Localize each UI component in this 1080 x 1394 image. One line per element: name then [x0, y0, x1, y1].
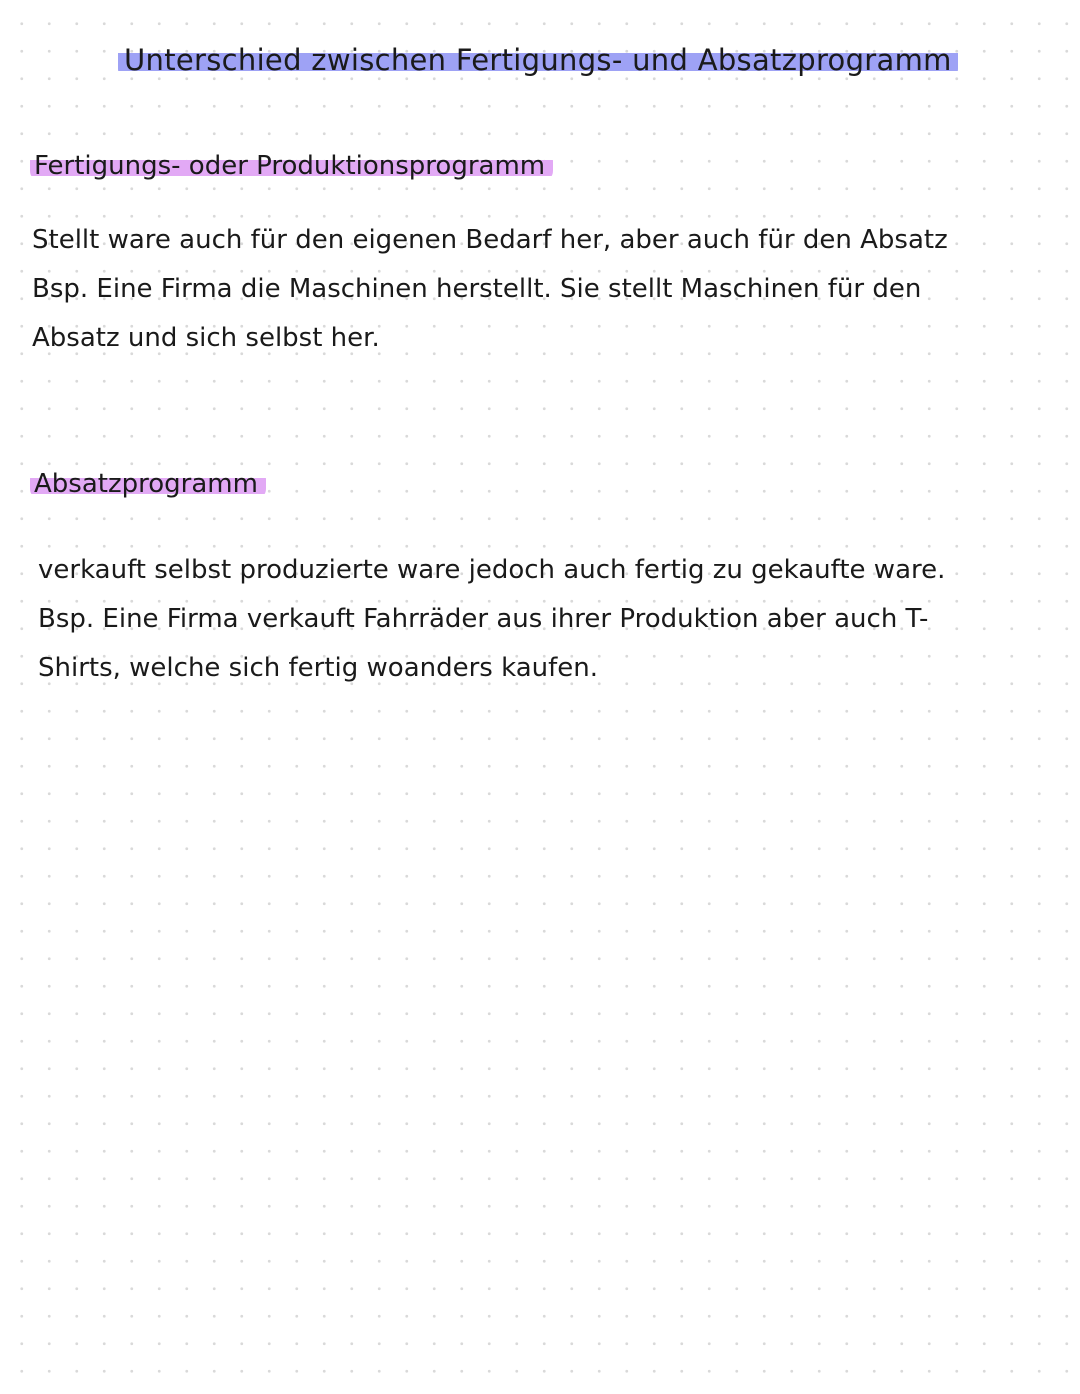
section-heading-absatzprogramm: [30, 466, 266, 502]
title-highlight: Unterschied zwischen Fertigungs- und Absatzprogramm: [118, 43, 958, 77]
body-line: verkauft selbst produzierte ware jedoch auch fertig zu gekaufte ware.: [38, 555, 946, 585]
heading-highlight: Fertigungs- oder Produktionsprogramm: [30, 151, 553, 181]
section-body-fertigungsprogramm: [32, 216, 1062, 363]
body-line: Absatz und sich selbst her.: [32, 323, 380, 353]
page-title: [118, 40, 980, 80]
body-line: Bsp. Eine Firma verkauft Fahrräder aus ihrer Produktion aber auch T-: [38, 604, 929, 634]
section-heading-fertigungsprogramm: [30, 148, 553, 184]
section-body-absatzprogramm: [38, 546, 1058, 693]
body-line: Stellt ware auch für den eigenen Bedarf her, aber auch für den Absatz: [32, 225, 948, 255]
body-line: Shirts, welche sich fertig woanders kaufen.: [38, 653, 599, 683]
heading-highlight: Absatzprogramm: [30, 469, 266, 499]
body-line: Bsp. Eine Firma die Maschinen herstellt. Sie stellt Maschinen für den: [32, 274, 922, 304]
